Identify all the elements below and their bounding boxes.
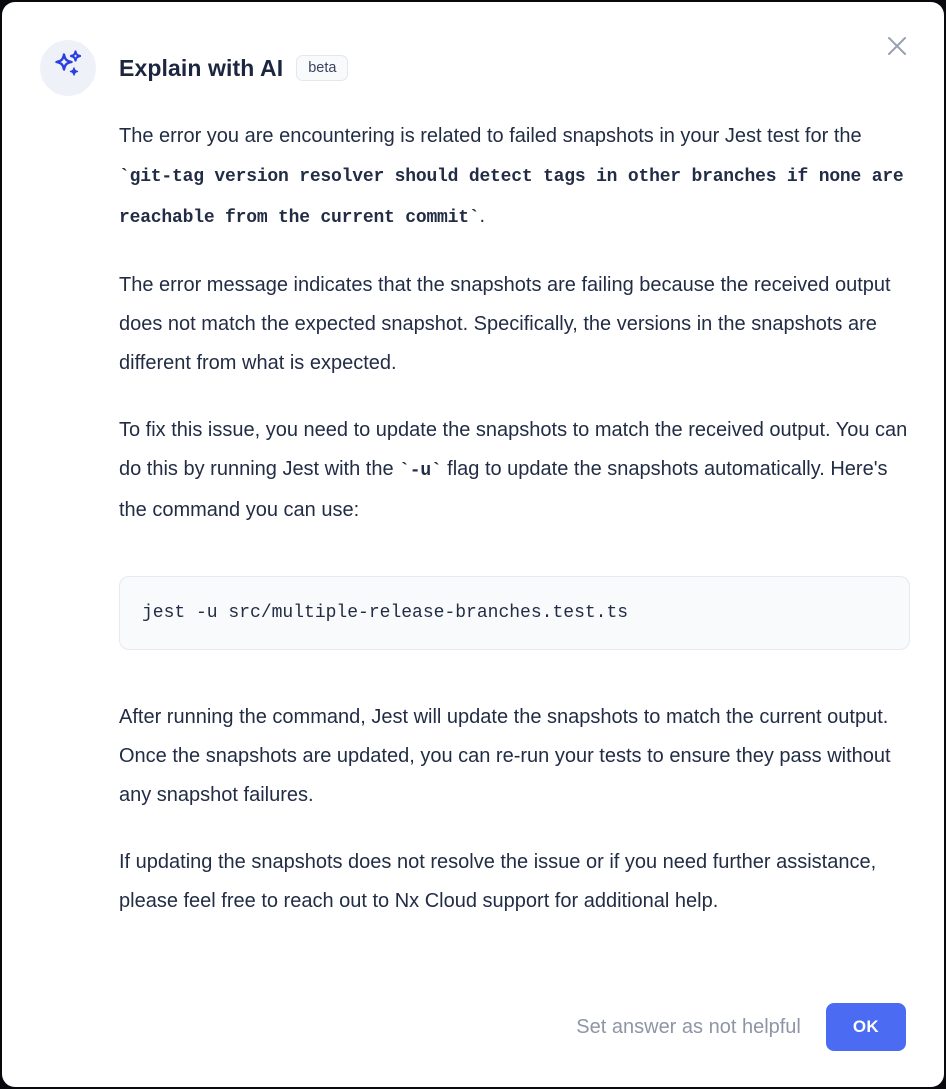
close-icon xyxy=(882,31,912,64)
ai-icon-circle xyxy=(40,40,96,96)
sparkles-icon xyxy=(50,48,86,89)
paragraph xyxy=(119,411,910,530)
paragraph xyxy=(119,843,910,921)
text-run: To fix this issue, you need to update the snapshots to match the received output. You can do this by running Jest with the xyxy=(119,419,908,480)
text-run: If updating the snapshots does not resolve the issue or if you need further assistance, please feel free to reach out to Nx Cloud support for additional help. xyxy=(119,851,877,912)
text-run: . xyxy=(479,205,486,227)
paragraph xyxy=(119,698,910,815)
text-run: After running the command, Jest will update the snapshots to match the current output. Once the snapshots are updated, you can re-run your tests to ensure they pass without any snapshot failures. xyxy=(119,706,891,806)
inline-code: `-u` xyxy=(399,461,442,481)
code-block: jest -u src/multiple-release-branches.test.ts xyxy=(119,576,910,650)
text-run: The error you are encountering is related to failed snapshots in your Jest test for the xyxy=(119,125,862,147)
paragraph xyxy=(119,117,910,238)
beta-badge: beta xyxy=(296,55,348,82)
paragraph xyxy=(119,266,910,383)
text-run: The error message indicates that the snapshots are failing because the received output does not match the expected snapshot. Specifically, the versions in the snapshots are different from what is expected. xyxy=(119,274,891,374)
ok-button[interactable]: OK xyxy=(826,1003,906,1051)
text-run: flag to update the snapshots automatically. Here's the command you can use: xyxy=(119,458,888,521)
dialog-footer xyxy=(576,1003,906,1051)
inline-code: `git-tag version resolver should detect tags in other branches if none are reachable from the current commit` xyxy=(119,167,904,228)
dialog-header xyxy=(40,40,906,96)
not-helpful-button[interactable]: Set answer as not helpful xyxy=(576,1015,801,1038)
explain-with-ai-dialog xyxy=(2,2,944,1087)
close-button[interactable] xyxy=(880,30,914,64)
dialog-body xyxy=(119,117,910,921)
dialog-title: Explain with AI xyxy=(119,54,284,81)
